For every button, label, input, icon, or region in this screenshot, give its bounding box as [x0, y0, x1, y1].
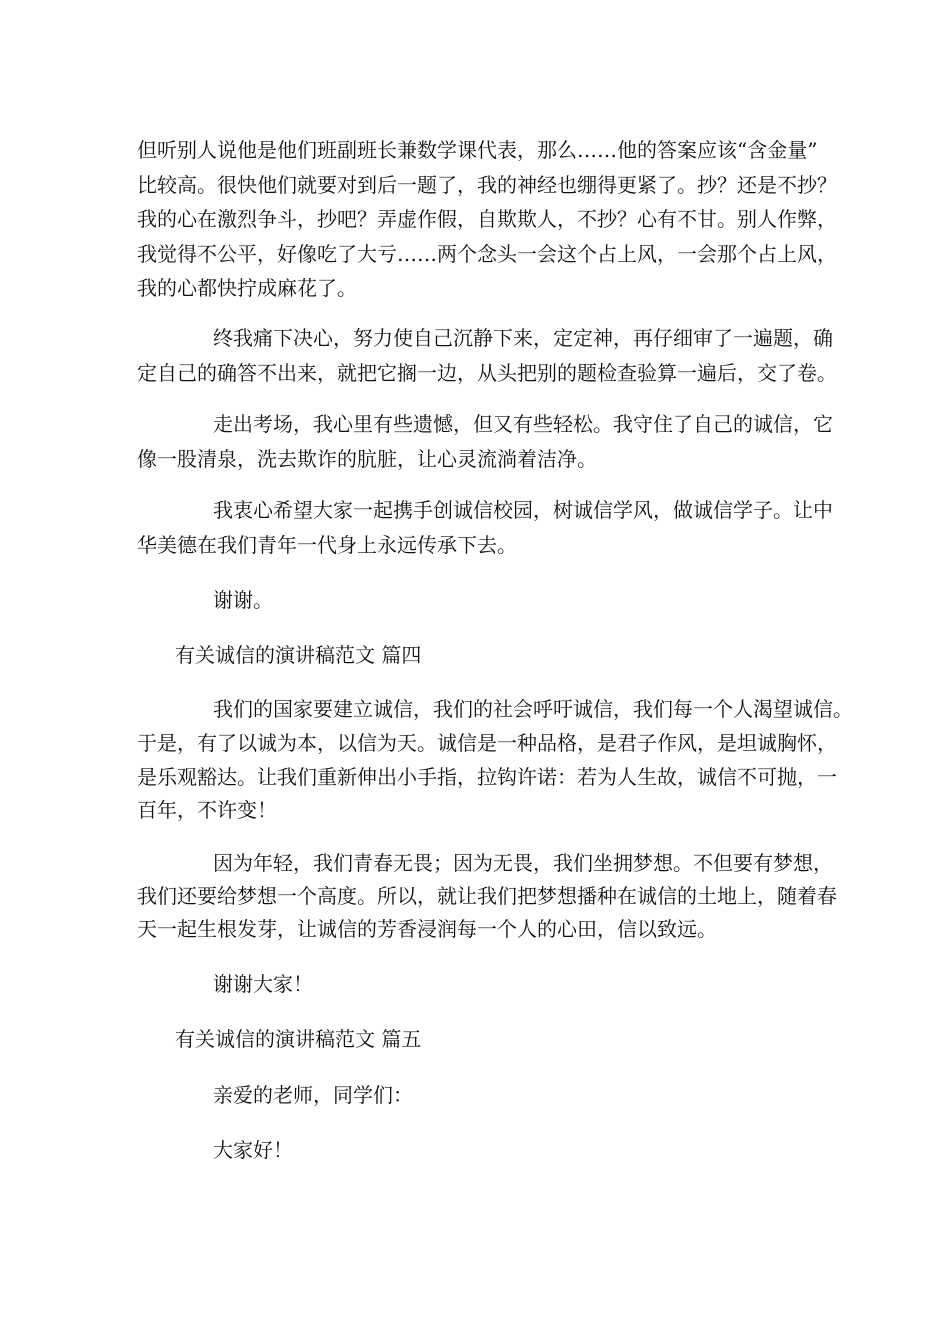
paragraph-7-line-2: 我们还要给梦想一个高度。所以，就让我们把梦想播种在诚信的土地上，随着春	[137, 884, 837, 908]
paragraph-1-line-2: 比较高。很快他们就要对到后一题了，我的神经也绷得更紧了。抄？还是不抄？	[137, 173, 837, 197]
paragraph-4-line-2: 华美德在我们青年一代身上永远传承下去。	[137, 533, 517, 557]
paragraph-5-line-1: 谢谢。	[213, 588, 273, 612]
paragraph-3-line-2: 像一股清泉，洗去欺诈的肮脏，让心灵流淌着洁净。	[137, 447, 597, 471]
salutation-line: 亲爱的老师，同学们：	[213, 1083, 413, 1107]
paragraph-6-line-1: 我们的国家要建立诚信，我们的社会呼吁诚信，我们每一个人渴望诚信。	[213, 697, 853, 721]
paragraph-7-line-3: 天一起生根发芽，让诚信的芳香浸润每一个人的心田，信以致远。	[137, 917, 717, 941]
greeting-line: 大家好！	[213, 1138, 293, 1162]
paragraph-1-line-1: 但听别人说他是他们班副班长兼数学课代表，那么……他的答案应该“含金量”	[137, 138, 818, 162]
paragraph-1-line-3: 我的心在激烈争斗，抄吧？弄虚作假，自欺欺人，不抄？心有不甘。别人作弊，	[137, 207, 837, 231]
paragraph-6-line-3: 是乐观豁达。让我们重新伸出小手指，拉钩许诺：若为人生故，诚信不可抛，一	[137, 765, 837, 789]
paragraph-8-line-1: 谢谢大家！	[213, 972, 313, 996]
section-heading-5: 有关诚信的演讲稿范文 篇五	[175, 1027, 422, 1051]
paragraph-1-line-4: 我觉得不公平，好像吃了大亏……两个念头一会这个占上风，一会那个占上风，	[137, 242, 837, 266]
section-heading-4: 有关诚信的演讲稿范文 篇四	[175, 643, 422, 667]
paragraph-2-line-1: 终我痛下决心，努力使自己沉静下来，定定神，再仔细审了一遍题，确	[213, 326, 833, 350]
paragraph-4-line-1: 我衷心希望大家一起携手创诚信校园，树诚信学风，做诚信学子。让中	[213, 498, 833, 522]
paragraph-6-line-2: 于是，有了以诚为本，以信为天。诚信是一种品格，是君子作风，是坦诚胸怀，	[137, 731, 837, 755]
paragraph-2-line-2: 定自己的确答不出来，就把它搁一边，从头把别的题检查验算一遍后，交了卷。	[137, 361, 837, 385]
paragraph-7-line-1: 因为年轻，我们青春无畏；因为无畏，我们坐拥梦想。不但要有梦想，	[213, 851, 833, 875]
paragraph-3-line-1: 走出考场，我心里有些遗憾，但又有些轻松。我守住了自己的诚信，它	[213, 412, 833, 436]
paragraph-6-line-4: 百年，不许变！	[137, 798, 277, 822]
paragraph-1-line-5: 我的心都快拧成麻花了。	[137, 276, 357, 300]
